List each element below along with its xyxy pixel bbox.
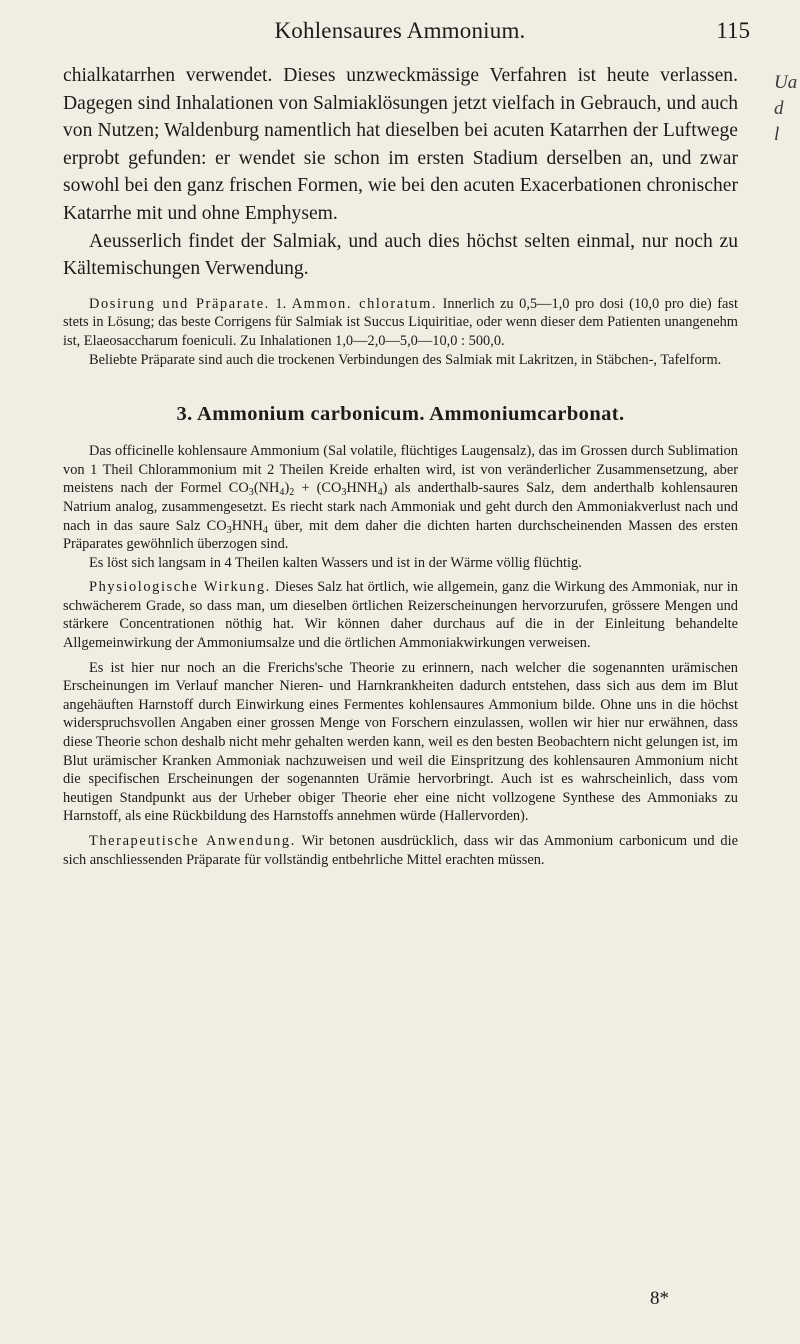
margin-notes — [774, 70, 796, 148]
dosage-number: 1. — [275, 295, 287, 312]
dosage-lead: Dosirung und Präparate. — [89, 295, 270, 312]
formula-subscript: 2 — [289, 487, 295, 499]
physiology-text: Dieses Salz hat örtlich, wie allgemein, ganz die Wirkung des Ammoniak, nur in schwächerem Grade, so dass man, um dieselben örtlichen Reizerscheinungen hervorzurufen, grössere Mengen und stärkere Concentrationen nöthig hat. Wir können daher durchaus auf die in der Einleitung behandelte Allgemeinwirkung der Ammoniumsalze und die örtlichen Ammoniakwirkungen verweisen. — [63, 579, 738, 652]
paragraph-therapy — [63, 832, 738, 869]
signature-mark: 8* — [650, 1288, 669, 1309]
page-header — [0, 18, 800, 48]
page-number: 115 — [716, 18, 750, 43]
formula-subscript: 4 — [262, 524, 268, 536]
formula-part: ) — [284, 480, 290, 497]
margin-note: l — [774, 124, 780, 145]
formula-subscript: 3 — [341, 487, 347, 499]
formula-part: (NH — [253, 480, 280, 497]
description-text: ) als anderthalb-saures Salz, dem anderthalb kohlensauren Natrium analog, zusammengesetzt. Es riecht stark nach Ammoniak und geht durch den Ammoniakverlust nach und nach in das saure Salz CO — [63, 480, 738, 534]
margin-note: Ua — [774, 72, 798, 93]
therapy-lead: Therapeutische Anwendung. — [89, 833, 296, 849]
paragraph-frerichs-theory: Es ist hier nur noch an die Frerichs'sche Theorie zu erinnern, nach welcher die sogenannten urämischen Erscheinungen im Verlauf mancher Nieren- und Harnkrankheiten dadurch entstehen, dass sich aus dem im Blut angehäuften Harnstoff durch Einwirkung eines Fermentes kohlensaures Ammonium bilde. Ohne uns in die höchst widerspruchsvollen Angaben einer grossen Menge von Forschern einzulassen, wollen wir hier nur erwähnen, dass diese Theorie schon deshalb nicht mehr gehalten werden kann, weil es den besten Beobachtern nicht gelungen ist, im Blut urämischer Kranken Ammoniak nachzuweisen und weil die Einspritzung des kohlensauren Ammonium nicht die specifischen Erscheinungen der sogenannten Urämie hervorbringt. Auch ist es wahrscheinlich, dass vom heutigen Standpunkt aus der Urheber obiger Theorie eher eine nicht vollzogene Synthese des Ammoniaks zu Harnstoff, als eine Rückbildung des Harnstoffs annehmen würde (Hallervorden). — [63, 659, 738, 825]
dosage-text: Innerlich zu 0,5—1,0 pro dosi (10,0 pro die) fast stets in Lösung; das beste Corrigens für Salmiak ist Succus Liquiritiae, oder wenn dieser dem Patienten unangenehm ist, Elaeosaccharum foeniculi. Zu Inhalationen 1,0—2,0—5,0—10,0 : 500,0. — [63, 295, 738, 349]
margin-note: d — [774, 98, 784, 119]
dosage-drug: Ammon. chloratum. — [291, 295, 438, 312]
paragraph-inhalation: chialkatarrhen verwendet. Dieses unzweckmässige Verfahren ist heute verlassen. Dagegen sind Inhalationen von Salmiaklösungen jetzt vielfach in Gebrauch, und auch von Nutzen; Waldenburg namentlich hat dieselben bei acuten Katarrhen der Luftwege erprobt gefunden: er wendet sie schon im ersten Stadium derselben an, und zwar sowohl bei den ganz frischen Formen, wie bei den acuten Exacerbationen chronischer Katarrhe mit und ohne Emphysem. — [63, 65, 738, 224]
section-heading: 3. Ammonium carbonicum. Ammoniumcarbonat. — [176, 403, 625, 426]
formula-subscript: 4 — [279, 487, 285, 499]
paragraph-dosage — [63, 295, 738, 351]
formula-subscript: 3 — [226, 524, 232, 536]
formula-subscript: 3 — [248, 487, 254, 499]
formula-subscript: 4 — [377, 487, 383, 499]
physiology-lead: Physiologische Wirkung. — [89, 579, 271, 596]
formula-part: + (CO — [294, 480, 342, 497]
paragraph-external-use: Aeusserlich findet der Salmiak, und auch dies höchst selten einmal, nur noch zu Kältemischungen Verwendung. — [63, 230, 738, 280]
page-body — [63, 62, 738, 869]
paragraph-description — [63, 442, 738, 554]
description-text: Das officinelle kohlensaure Ammonium (Sal volatile, flüchtiges Laugensalz), das im Grossen durch Sublimation von 1 Theil Chlorammonium mit 2 Theilen Kreide erhalten wird, ist von veränderlicher Zusammensetzung, aber meistens nach der Formel CO — [63, 443, 738, 497]
description-text: über, mit dem daher die dichten harten durchscheinenden Massen des ersten Präparates gewöhnlich überzogen sind. — [63, 517, 738, 553]
running-title: Kohlensaures Ammonium. — [274, 18, 526, 43]
paragraph-solubility: Es löst sich langsam in 4 Theilen kalten Wassers und ist in der Wärme völlig flüchtig. — [89, 554, 582, 571]
paragraph-preparations: Beliebte Präparate sind auch die trockenen Verbindungen des Salmiak mit Lakritzen, in Stäbchen-, Tafelform. — [89, 351, 722, 368]
paragraph-physiology — [63, 578, 738, 652]
formula-part: HNH — [346, 480, 378, 497]
formula-part: HNH — [231, 517, 263, 534]
therapy-text: Wir betonen ausdrücklich, dass wir das Ammonium carbonicum und die sich anschliessenden Präparate für vollständig entbehrliche Mittel erachten müssen. — [63, 833, 738, 868]
